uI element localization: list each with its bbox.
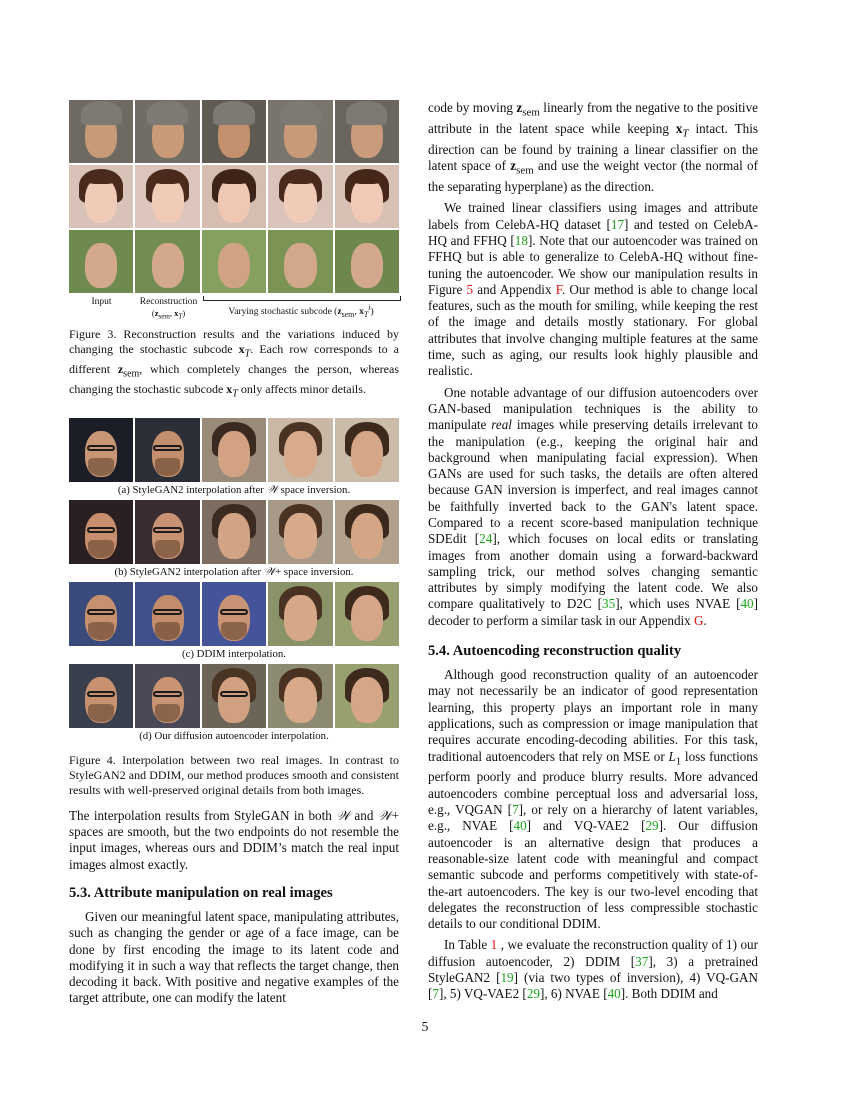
- appendix-link[interactable]: G: [694, 612, 704, 628]
- citation-link[interactable]: 29: [645, 818, 659, 834]
- face-image: [202, 165, 266, 228]
- face-image: [135, 100, 199, 163]
- table-link[interactable]: 1: [490, 937, 498, 953]
- face-image: [135, 418, 199, 482]
- section-heading-5-3: 5.3. Attribute manipulation on real images: [69, 884, 333, 901]
- face-image: [268, 500, 332, 564]
- text: ], which focuses on local edits or translating images from another domain using a forward-backward sampling trick, our method solves changing semantic attributes by simply modifying the latent code. We also compare qualitatively to D2C [: [428, 531, 759, 612]
- paragraph-classifiers: [428, 200, 758, 379]
- right-column: [428, 100, 758, 1003]
- face-image: [69, 230, 133, 293]
- face-image: [335, 165, 399, 228]
- text: In Table: [444, 937, 491, 953]
- citation-link[interactable]: 24: [479, 531, 493, 547]
- citation-link[interactable]: 37: [635, 953, 649, 969]
- face-image: [135, 500, 199, 564]
- text: ], 3) a pretrained StyleGAN2 [: [428, 953, 758, 986]
- label-varying: Varying stochastic subcode ($z_{sem}$, $x_T^i$): [228, 303, 374, 320]
- figure-4a-label: (a) StyleGAN2 interpolation after 𝒲 space inversion.: [117, 484, 351, 497]
- citation-link[interactable]: 29: [526, 986, 540, 1002]
- citation-link[interactable]: 35: [602, 596, 616, 612]
- label-input: Input: [91, 297, 112, 307]
- figure-link[interactable]: 5: [466, 281, 474, 297]
- figure-4-caption: Figure 4. Interpolation between two real images. In contrast to StyleGAN2 and DDIM, our method produces smooth and consistent results with well-preserved original details from both images.: [69, 753, 399, 797]
- figure-4c-label: (c) DDIM interpolation.: [181, 648, 287, 661]
- figure-3-labels: [69, 294, 399, 321]
- face-image: [202, 418, 266, 482]
- face-image: [335, 500, 399, 564]
- figure-3-row-3: [69, 230, 399, 293]
- page-number: 5: [421, 1019, 429, 1034]
- paragraph-interpolation: The interpolation results from StyleGAN in both 𝒲 and 𝒲+ spaces are smooth, but the two endpoints do not resemble the input images, whereas ours and DDIM’s match the real input images almost exactly.: [69, 807, 399, 872]
- figure-3: [69, 100, 399, 402]
- face-image: [335, 418, 399, 482]
- section-heading-5-4: 5.4. Autoencoding reconstruction quality: [428, 643, 682, 660]
- face-image: [335, 230, 399, 293]
- citation-link[interactable]: 40: [607, 986, 621, 1002]
- text: ]. Both DDIM and: [620, 986, 718, 1002]
- face-image: [135, 230, 199, 293]
- figure-4b-label: (b) StyleGAN2 interpolation after 𝒲+ space inversion.: [114, 566, 354, 579]
- citation-link[interactable]: 19: [500, 970, 514, 986]
- appendix-link[interactable]: F: [555, 281, 562, 297]
- citation-link[interactable]: 7: [432, 986, 439, 1002]
- figure-3-row-1: [69, 100, 399, 163]
- face-image: [268, 582, 332, 646]
- text: .: [703, 612, 707, 628]
- face-image: [268, 230, 332, 293]
- figure-4: [69, 418, 399, 797]
- text: , we evaluate the reconstruction quality of 1) our diffusion autoencoder, 2) DDIM [: [428, 937, 758, 969]
- face-image: [69, 664, 133, 728]
- figure-4c-row: [69, 582, 399, 646]
- figure-4d-label: (d) Our diffusion autoencoder interpolation.: [139, 730, 329, 743]
- citation-link[interactable]: 40: [740, 596, 754, 612]
- face-image: [202, 582, 266, 646]
- label-reconstruction-sub: ($z_{sem}$, $x_T$): [151, 307, 186, 321]
- face-image: [69, 500, 133, 564]
- face-image: [268, 165, 332, 228]
- face-image: [335, 582, 399, 646]
- text: ], which uses NVAE [: [615, 596, 741, 612]
- paragraph-advantage: [428, 385, 758, 629]
- face-image: [69, 100, 133, 163]
- text-italic: real: [491, 417, 512, 433]
- face-image: [135, 582, 199, 646]
- face-image: [135, 165, 199, 228]
- text: and Appendix: [473, 281, 556, 297]
- text: ] (via two types of inversion), 4) VQ-GAN [: [428, 970, 759, 1002]
- text: images while preserving details irrelevant to the manipulation (e.g., keeping the original hair and background when manipulating facial expression). When GANs are used for such tasks, the details are often altered because GAN inversion is imperfect, and real images cannot be faithfully inverted back to the GAN's latent space. Compared to a recent score-based manipulation technique SDEdit [: [428, 417, 758, 547]
- face-image: [69, 582, 133, 646]
- citation-link[interactable]: 17: [610, 216, 625, 232]
- paragraph-table: [428, 937, 758, 1002]
- text: ], 6) NVAE [: [539, 986, 608, 1002]
- citation-link[interactable]: 18: [514, 232, 528, 248]
- citation-link[interactable]: 40: [513, 818, 527, 834]
- left-column: [69, 100, 399, 1007]
- face-image: [69, 418, 133, 482]
- text: ] and VQ-VAE2 [: [526, 818, 646, 834]
- text: ] and tested on CelebA-HQ and FFHQ [: [428, 216, 758, 248]
- label-reconstruction: [136, 297, 201, 322]
- text: ], 5) VQ-VAE2 [: [438, 986, 527, 1002]
- text: ]. Our diffusion autoencoder is an alternative design that produces a reasonable-size latent code with meaningful and compact semantic subcode and performs competitively with state-of-the-art autoencoders. The key is our two-level encoding that delegates the reconstruction of less compressible stochastic details to our conditional DDIM.: [428, 818, 758, 932]
- figure-3-row-2: [69, 165, 399, 228]
- paragraph-reconstruction: [428, 667, 758, 932]
- paragraph-direction: code by moving $z_{sem}$ linearly from the negative to the positive attribute in the latent space while keeping $x_T$ intact. This direction can be found by training a linear classifier on the latent space of $z_{sem}$ and use the weight vector (the normal of the separating hyperplane) as the direction.: [428, 100, 759, 195]
- text: . Our method is able to change local features, such as the mouth for smiling, while keeping the rest of the image and details mostly stationary. For global attributes that involve changing multiple features at the same time, such as aging, our results look highly plausible and realistic.: [428, 281, 759, 379]
- citation-link[interactable]: 7: [512, 802, 519, 818]
- text: ] decoder to perform a similar task in our Appendix: [428, 596, 758, 628]
- figure-3-caption: Figure 3. Reconstruction results and the variations induced by changing the stochastic subcode $x_T$. Each row corresponds to a different $z_{sem}$, which completely changes the person, whereas changing the stochastic subcode $x_T$ only affects minor details.: [69, 327, 399, 400]
- figure-4d-row: [69, 664, 399, 728]
- face-image: [135, 664, 199, 728]
- face-image: [202, 500, 266, 564]
- face-image: [202, 230, 266, 293]
- figure-4b-row: [69, 500, 399, 564]
- label-reconstruction-title: Reconstruction: [139, 297, 198, 307]
- face-image: [335, 664, 399, 728]
- face-image: [268, 100, 332, 163]
- varying-bracket: [203, 296, 401, 301]
- face-image: [268, 664, 332, 728]
- face-image: [202, 664, 266, 728]
- text: ], or rely on a hierarchy of latent variables, e.g., NVAE [: [428, 802, 758, 834]
- text: We trained linear classifiers using images and attribute labels from CelebA-HQ dataset [: [428, 200, 758, 232]
- face-image: [335, 100, 399, 163]
- text: ]. Note that our autoencoder was trained on FFHQ but is able to generalize to CelebA-HQ without fine-tuning the autoencoder. We show our manipulation results in Figure: [428, 232, 758, 297]
- text: Although good reconstruction quality of an autoencoder may not necessarily be an indicator of good representation learning, this property plays an important role in many applications, such as compression or image manipulation that requires accurate encoding-decoding abilities. For this task, traditional autoencoders that rely on MSE or $L_1$ loss functions perform poorly and produce blurry results. More advanced autoencoders combine perceptual loss and adversarial loss, e.g., VQGAN [: [428, 667, 758, 818]
- face-image: [268, 418, 332, 482]
- text: One notable advantage of our diffusion autoencoders over GAN-based manipulation techniques is the ability to manipulate: [428, 384, 758, 433]
- paragraph-5-3: Given our meaningful latent space, manipulating attributes, such as changing the gender or age of a face image, can be done by first encoding the image to its latent code and modifying it in such a way that reflects the target change, then decoding it back. With positive and negative examples of the target attribute, one can modify the latent: [69, 908, 399, 1006]
- figure-4a-row: [69, 418, 399, 482]
- face-image: [202, 100, 266, 163]
- face-image: [69, 165, 133, 228]
